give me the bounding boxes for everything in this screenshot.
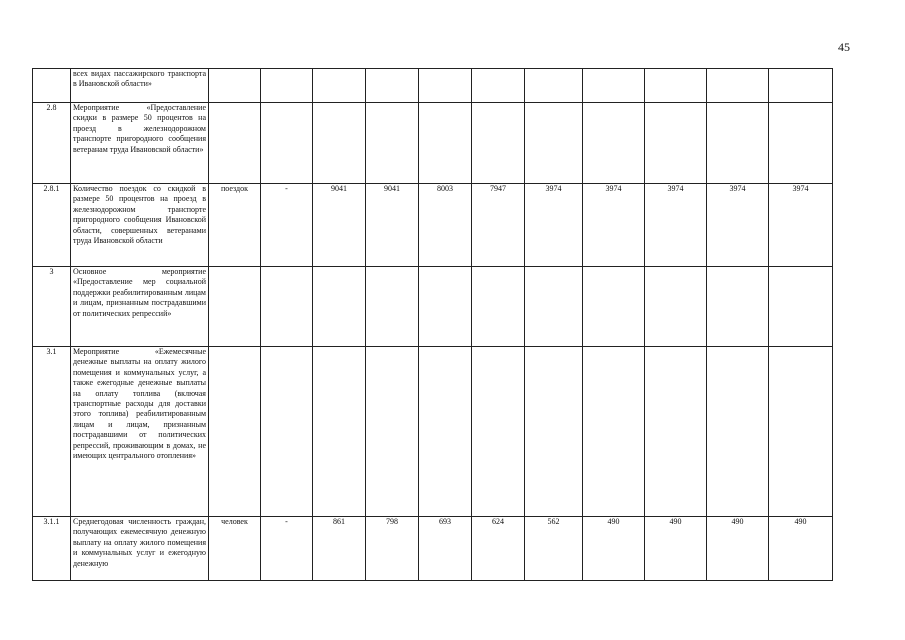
row-value-cell — [583, 347, 645, 517]
row-value-cell — [313, 69, 366, 103]
row-value-cell — [707, 267, 769, 347]
row-value-cell — [261, 347, 313, 517]
row-value-cell — [313, 347, 366, 517]
row-name-cell: Основное мероприятие «Предоставление мер социальной поддержки реабилитированным лицам и лицам, признанным пострадавшими от политических репрессий» — [71, 267, 209, 347]
row-value-cell — [366, 347, 419, 517]
row-value-cell — [583, 103, 645, 184]
table-row — [33, 184, 833, 267]
row-value-cell — [769, 69, 833, 103]
row-value-cell — [707, 69, 769, 103]
row-value-cell — [707, 347, 769, 517]
row-value-cell: 624 — [472, 517, 525, 581]
row-value-cell: 3974 — [525, 184, 583, 267]
row-value-cell — [366, 69, 419, 103]
row-name-cell: Мероприятие «Предоставление скидки в размере 50 процентов на проезд в железнодорожном транспорте пригородного сообщения ветеранам труда Ивановской области» — [71, 103, 209, 184]
row-value-cell — [261, 103, 313, 184]
row-value-cell — [645, 347, 707, 517]
row-value-cell — [525, 69, 583, 103]
row-value-cell: 490 — [583, 517, 645, 581]
row-number-cell: 3.1 — [33, 347, 71, 517]
row-value-cell: 9041 — [313, 184, 366, 267]
row-value-cell: 798 — [366, 517, 419, 581]
row-value-cell — [419, 103, 472, 184]
table-row — [33, 103, 833, 184]
row-value-cell: - — [261, 517, 313, 581]
row-number-cell: 3 — [33, 267, 71, 347]
row-name-cell: Среднегодовая численность граждан, получающих ежемесячную денежную выплату на оплату жилого помещения и коммунальных услуг и ежегодную денежную — [71, 517, 209, 581]
row-name-cell: всех видах пассажирского транспорта в Ивановской области» — [71, 69, 209, 103]
row-value-cell — [472, 347, 525, 517]
row-value-cell: 9041 — [366, 184, 419, 267]
table-row — [33, 69, 833, 103]
row-unit-cell: поездок — [209, 184, 261, 267]
row-value-cell — [645, 103, 707, 184]
row-unit-cell — [209, 103, 261, 184]
row-value-cell — [366, 103, 419, 184]
row-value-cell — [313, 267, 366, 347]
row-value-cell: 3974 — [583, 184, 645, 267]
row-value-cell: 490 — [769, 517, 833, 581]
row-value-cell: 3974 — [645, 184, 707, 267]
row-value-cell: 861 — [313, 517, 366, 581]
row-value-cell: 3974 — [769, 184, 833, 267]
row-value-cell — [645, 69, 707, 103]
row-value-cell: 7947 — [472, 184, 525, 267]
row-value-cell — [261, 69, 313, 103]
row-value-cell — [366, 267, 419, 347]
row-value-cell — [645, 267, 707, 347]
row-number-cell — [33, 69, 71, 103]
row-value-cell — [583, 267, 645, 347]
table-row — [33, 517, 833, 581]
row-value-cell — [472, 103, 525, 184]
row-value-cell: - — [261, 184, 313, 267]
row-value-cell: 562 — [525, 517, 583, 581]
row-unit-cell — [209, 69, 261, 103]
row-value-cell — [472, 69, 525, 103]
row-value-cell — [525, 267, 583, 347]
row-value-cell: 8003 — [419, 184, 472, 267]
row-value-cell: 693 — [419, 517, 472, 581]
row-name-cell: Мероприятие «Ежемесячные денежные выплаты на оплату жилого помещения и коммунальных услуг, а также ежегодные денежные выплаты на оплату топлива (включая транспортные расходы для доставки этого топлива) реабилитированным лицам и лицам, признанным пострадавшими от политических репрессий, проживающим в домах, не имеющих центрального отопления» — [71, 347, 209, 517]
row-value-cell — [419, 347, 472, 517]
row-value-cell — [769, 347, 833, 517]
page-number: 45 — [838, 40, 850, 54]
row-value-cell — [419, 267, 472, 347]
row-value-cell: 490 — [707, 517, 769, 581]
row-value-cell — [583, 69, 645, 103]
row-number-cell: 2.8.1 — [33, 184, 71, 267]
row-unit-cell — [209, 347, 261, 517]
row-unit-cell — [209, 267, 261, 347]
table-row — [33, 267, 833, 347]
row-value-cell — [769, 267, 833, 347]
indicators-table — [32, 68, 833, 581]
row-unit-cell: человек — [209, 517, 261, 581]
row-value-cell — [472, 267, 525, 347]
row-value-cell — [313, 103, 366, 184]
row-value-cell: 3974 — [707, 184, 769, 267]
row-value-cell — [419, 69, 472, 103]
row-value-cell: 490 — [645, 517, 707, 581]
row-value-cell — [261, 267, 313, 347]
row-name-cell: Количество поездок со скидкой в размере 50 процентов на проезд в железнодорожном транспорте пригородного сообщения Ивановской области, совершенных ветеранами труда Ивановской области — [71, 184, 209, 267]
row-number-cell: 3.1.1 — [33, 517, 71, 581]
table-row — [33, 347, 833, 517]
row-value-cell — [525, 103, 583, 184]
row-number-cell: 2.8 — [33, 103, 71, 184]
row-value-cell — [525, 347, 583, 517]
row-value-cell — [769, 103, 833, 184]
row-value-cell — [707, 103, 769, 184]
